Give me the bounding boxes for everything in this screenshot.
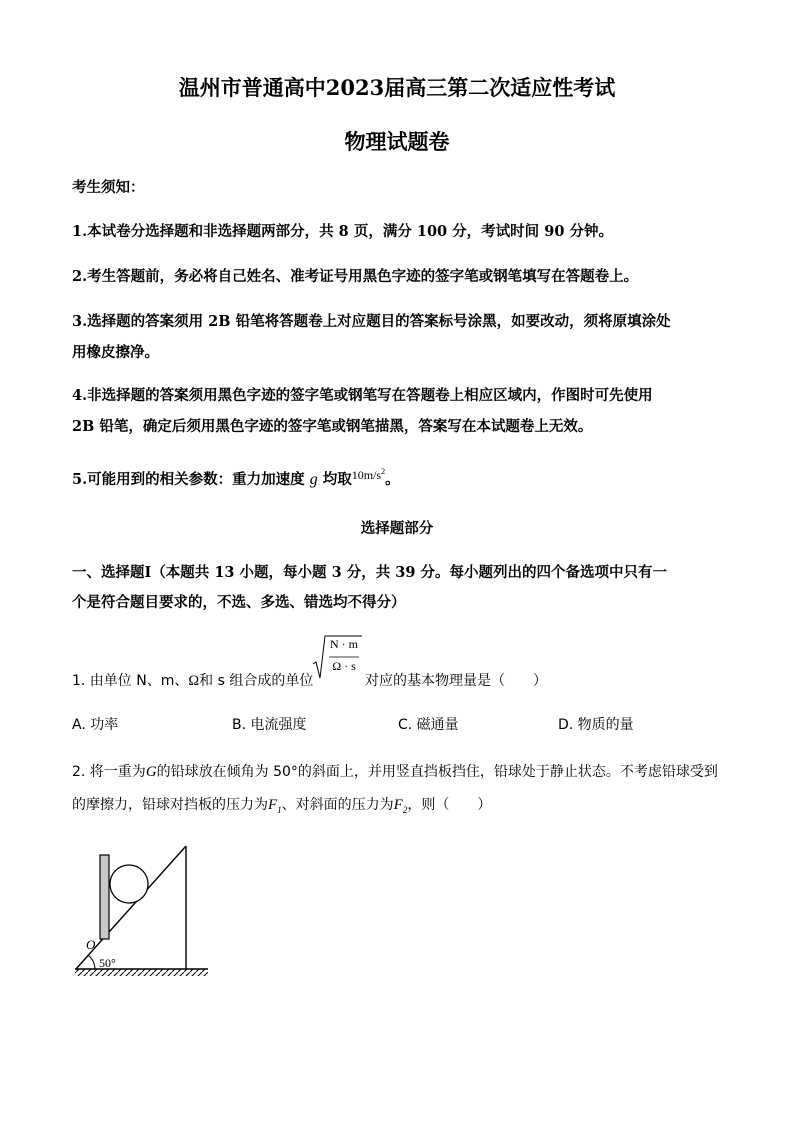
point-o-label: O: [86, 937, 96, 952]
angle-label: 50°: [99, 956, 116, 970]
question-2-line-1: 2. 将一重为G的铅球放在倾角为 50°的斜面上，并用竖直挡板挡住，铅球处于静止状态。不考虑铅球受到: [72, 764, 718, 780]
ground-hatch: [75, 969, 208, 976]
notice-item-1: 1.本试卷分选择题和非选择题两部分，共 8 页，满分 100 分，考试时间 90 分钟。: [72, 223, 613, 240]
notice-item-5-prefix: 5.可能用到的相关参数：重力加速度: [72, 471, 305, 488]
weight-symbol: G: [145, 764, 157, 780]
omega-symbol: Ω: [188, 673, 200, 689]
section-title: 选择题部分: [360, 520, 434, 537]
notice-item-4: 4.非选择题的答案须用黑色字迹的签字笔或钢笔写在答题卷上相应区域内，作图时可先使用: [72, 387, 653, 404]
gravity-symbol: g: [309, 471, 318, 488]
q1-option-c: C. 磁通量: [398, 717, 459, 733]
q1-mid: 和 s 组合成的单位: [199, 673, 314, 689]
question-1: [72, 670, 313, 690]
notice-item-4-cont: 2B 铅笔，确定后须用黑色字迹的签字笔或钢笔描黑，答案写在本试题卷上无效。: [72, 418, 593, 435]
vertical-board: [100, 855, 109, 939]
fraction-numerator: N · m: [330, 637, 358, 651]
notice-item-3-cont: 用橡皮擦净。: [72, 344, 159, 361]
notice-item-5-suffix: 。: [385, 471, 400, 488]
exam-title: 温州市普通高中2023届高三第二次适应性考试: [178, 75, 616, 100]
force-f2-symbol: $F_2$: [393, 797, 408, 815]
notice-item-2: 2.考生答题前，务必将自己姓名、准考证号用黑色字迹的签字笔或钢笔填写在答题卷上。: [72, 268, 639, 285]
lead-ball: [110, 865, 148, 903]
exam-subtitle: 物理试题卷: [344, 129, 450, 154]
q1-option-a: A. 功率: [72, 717, 119, 733]
incline-ball-diagram: [70, 840, 215, 982]
notice-item-5-mid: 均取: [322, 471, 352, 488]
q1-option-d: D. 物质的量: [558, 717, 634, 733]
notice-item-5: [72, 467, 400, 490]
angle-arc: [88, 955, 95, 969]
q1-suffix: 对应的基本物理量是（ ）: [365, 673, 547, 689]
q1-option-b: B. 电流强度: [232, 717, 307, 733]
part-one-line-1: 一、选择题Ⅰ（本题共 13 小题，每小题 3 分，共 39 分。每小题列出的四个备选项中只有一: [72, 564, 668, 581]
fraction-denominator: Ω · s: [332, 659, 356, 673]
part-one-line-2: 个是符合题目要求的，不选、多选、错选均不得分）: [72, 594, 406, 611]
notice-heading: 考生须知：: [72, 179, 145, 196]
force-f1-symbol: $F_1$: [268, 797, 282, 815]
question-2-line-2: 的摩擦力，铅球对挡板的压力为$F_1$、对斜面的压力为$F_2$，则（ ）: [72, 797, 492, 815]
notice-item-3: 3.选择题的答案须用 2B 铅笔将答题卷上对应题目的答案标号涂黑，如要改动，须将原填涂处: [72, 313, 671, 330]
gravity-unit: 10m/s2: [351, 467, 386, 482]
q1-prefix: 1. 由单位 N、m、: [72, 673, 189, 689]
